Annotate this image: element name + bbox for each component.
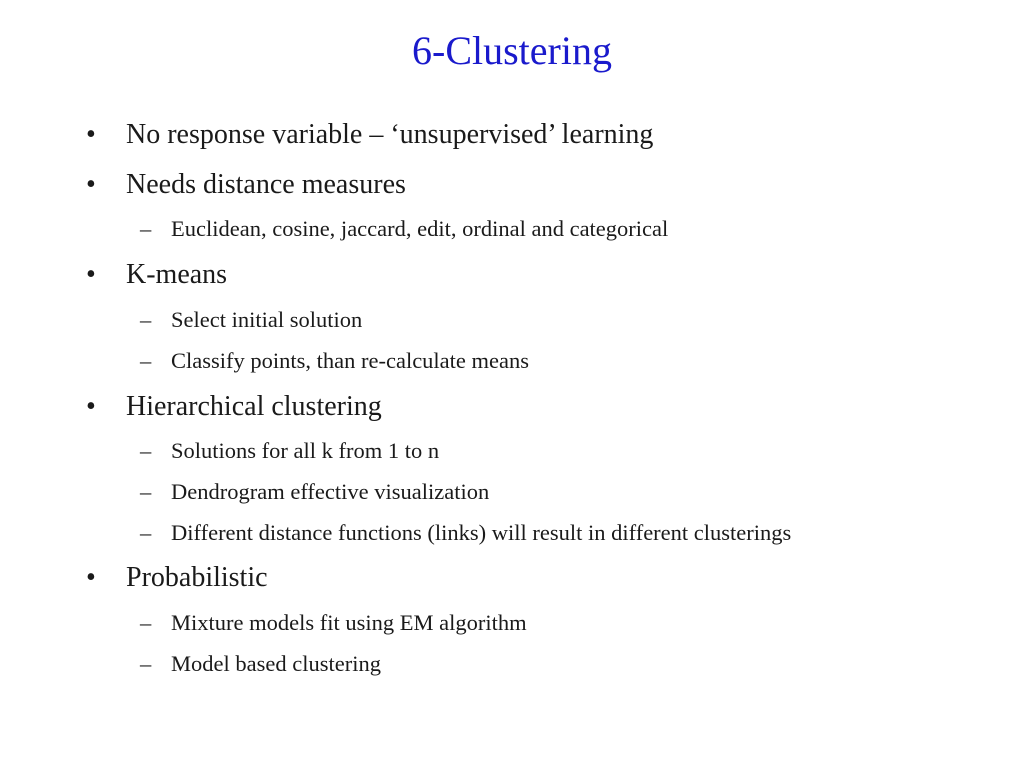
sub-bullet-text: Different distance functions (links) will result in different clusterings bbox=[171, 520, 792, 545]
sub-bullet-text: Solutions for all k from 1 to n bbox=[171, 438, 440, 463]
bullet-text: K-means bbox=[126, 259, 228, 290]
sub-bullet-marker: – bbox=[140, 348, 152, 373]
sub-bullet-text: Dendrogram effective visualization bbox=[171, 479, 490, 504]
sub-bullet-marker: – bbox=[140, 438, 152, 463]
bullet-marker: • bbox=[86, 169, 96, 200]
bullet-text: Needs distance measures bbox=[126, 169, 406, 200]
sub-bullet-text: Model based clustering bbox=[171, 651, 381, 676]
sub-bullet-text: Mixture models fit using EM algorithm bbox=[171, 610, 527, 635]
sub-bullet-marker: – bbox=[140, 610, 152, 635]
sub-bullet-marker: – bbox=[140, 651, 152, 676]
sub-bullet-text: Select initial solution bbox=[171, 307, 363, 332]
bullet-marker: • bbox=[86, 391, 96, 422]
sub-bullet-marker: – bbox=[140, 520, 152, 545]
sub-bullet-text: Classify points, than re-calculate means bbox=[171, 348, 530, 373]
bullet-marker: • bbox=[86, 562, 96, 593]
bullet-text: Hierarchical clustering bbox=[126, 391, 382, 422]
bullet-marker: • bbox=[86, 259, 96, 290]
sub-bullet-marker: – bbox=[140, 216, 152, 241]
sub-bullet-marker: – bbox=[140, 479, 152, 504]
bullet-text: Probabilistic bbox=[126, 562, 268, 593]
bullet-marker: • bbox=[86, 119, 96, 150]
sub-bullet-marker: – bbox=[140, 307, 152, 332]
slide-title: 6-Clustering bbox=[412, 28, 612, 73]
sub-bullet-text: Euclidean, cosine, jaccard, edit, ordinal and categorical bbox=[171, 216, 669, 241]
bullet-text: No response variable – ‘unsupervised’ learning bbox=[126, 119, 654, 150]
